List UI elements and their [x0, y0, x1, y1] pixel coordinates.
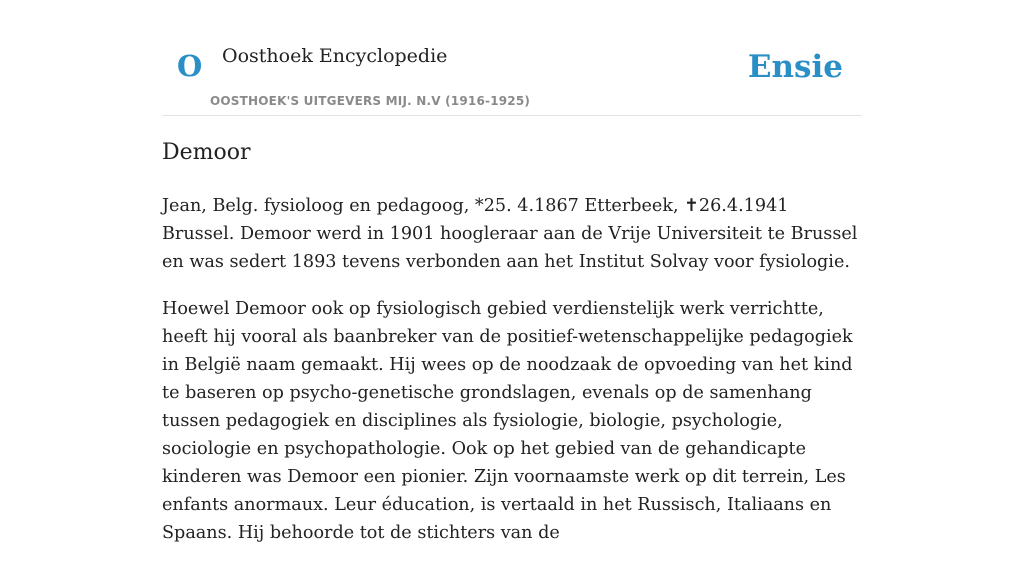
- site-header: [162, 0, 862, 116]
- entry-title: Demoor: [162, 140, 251, 165]
- site-title[interactable]: Oosthoek Encyclopedie: [222, 45, 448, 67]
- publisher-label: OOSTHOEK'S UITGEVERS MIJ. N.V (1916-1925): [210, 94, 531, 108]
- ensie-logo-link[interactable]: Ensie: [747, 49, 843, 85]
- page-container: [162, 0, 862, 543]
- logo-icon[interactable]: O: [177, 49, 203, 83]
- entry-paragraph: Jean, Belg. fysioloog en pedagoog, *25. 4.1867 Etterbeek, ✝26.4.1941 Brussel. Demoor werd in 1901 hoogleraar aan de Vrije Universiteit te Brussel en was sedert 1893 tevens verbonden aan het Institut Solvay voor fysiologie.: [162, 196, 858, 272]
- entry-body: [162, 192, 862, 566]
- entry-paragraph: Hoewel Demoor ook op fysiologisch gebied verdienstelijk werk verrichtte, heeft hij vooral als baanbreker van de positief-wetenschappelijke pedagogiek in België naam gemaakt. Hij wees op de noodzaak de opvoeding van het kind te baseren op psycho-genetische grondslagen, evenals op de samenhang tussen pedagogiek en disciplines als fysiologie, biologie, psychologie, sociologie en psychopathologie. Ook op het gebied van de gehandicapte kinderen was Demoor een pionier. Zijn voornaamste werk op dit terrein, Les enfants anormaux. Leur éducation, is vertaald in het Russisch, Italiaans en Spaans. Hij behoorde tot de stichters van de: [162, 299, 853, 543]
